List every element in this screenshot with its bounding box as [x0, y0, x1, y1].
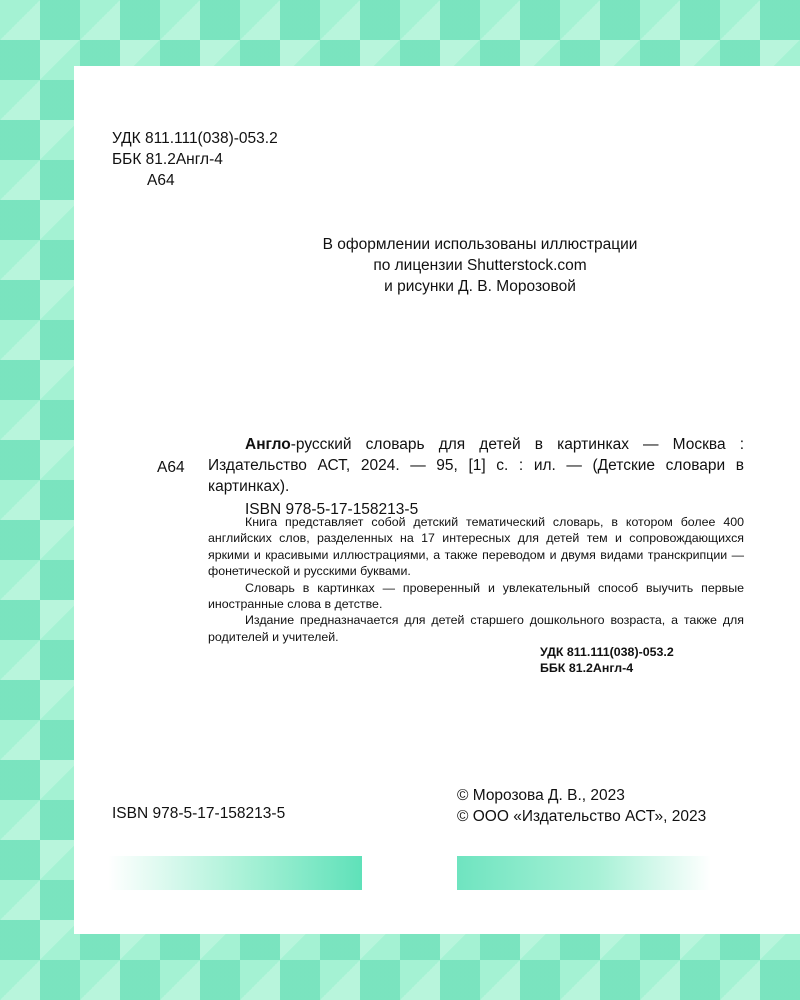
biblio-title-rest: -русский словарь для детей в картинках — Москва : Издательство АСТ, 2024. — 95, [1] с. : ил. — (Детские словари в картинках).	[208, 436, 744, 495]
annotation-paragraph-3: Издание предназначается для детей старшего дошкольного возраста, а также для родителей и учителей.	[208, 613, 744, 644]
imprint-page	[74, 66, 800, 934]
illustrations-line-3: и рисунки Д. В. Морозовой	[384, 278, 576, 295]
isbn-bottom: ISBN 978-5-17-158213-5	[112, 805, 286, 822]
bibliographic-record	[208, 434, 744, 520]
annotation-paragraph-2: Словарь в картинках — проверенный и увлекательный способ выучить первые иностранные слова в детстве.	[208, 580, 744, 612]
decorative-bar-right	[457, 856, 711, 890]
illustrations-line-2: по лицензии Shutterstock.com	[373, 257, 587, 274]
annotation-paragraph-1: Книга представляет собой детский тематический словарь, в котором более 400 английских слов, разделенных на 17 интересных для детей тем и сопровождающихся яркими и красивыми иллюстрациями, а также переводом и двумя видами транскрипции — фонетической и русскими буквами.	[208, 515, 744, 579]
udc-block-top	[112, 128, 278, 191]
biblio-author-index: А64	[157, 459, 185, 476]
copyright-author: © Морозова Д. В., 2023	[457, 787, 625, 804]
udk-code-bottom: УДК 811.111(038)-053.2	[540, 645, 674, 659]
copyright-publisher: © ООО «Издательство АСТ», 2023	[457, 808, 707, 825]
biblio-title-bold: Англо	[245, 436, 291, 453]
biblio-isbn: ISBN 978-5-17-158213-5	[245, 501, 419, 518]
bbk-code: ББК 81.2Англ-4	[112, 151, 223, 168]
udc-block-bottom	[540, 644, 674, 677]
illustrations-credit	[240, 234, 720, 297]
biblio-description	[208, 434, 744, 497]
decorative-bar-left	[108, 856, 362, 890]
author-index: А64	[147, 172, 175, 189]
copyright-block	[457, 785, 706, 827]
annotation	[208, 514, 744, 645]
udk-code: УДК 811.111(038)-053.2	[112, 130, 278, 147]
bbk-code-bottom: ББК 81.2Англ-4	[540, 661, 634, 676]
illustrations-line-1: В оформлении использованы иллюстрации	[322, 236, 638, 253]
